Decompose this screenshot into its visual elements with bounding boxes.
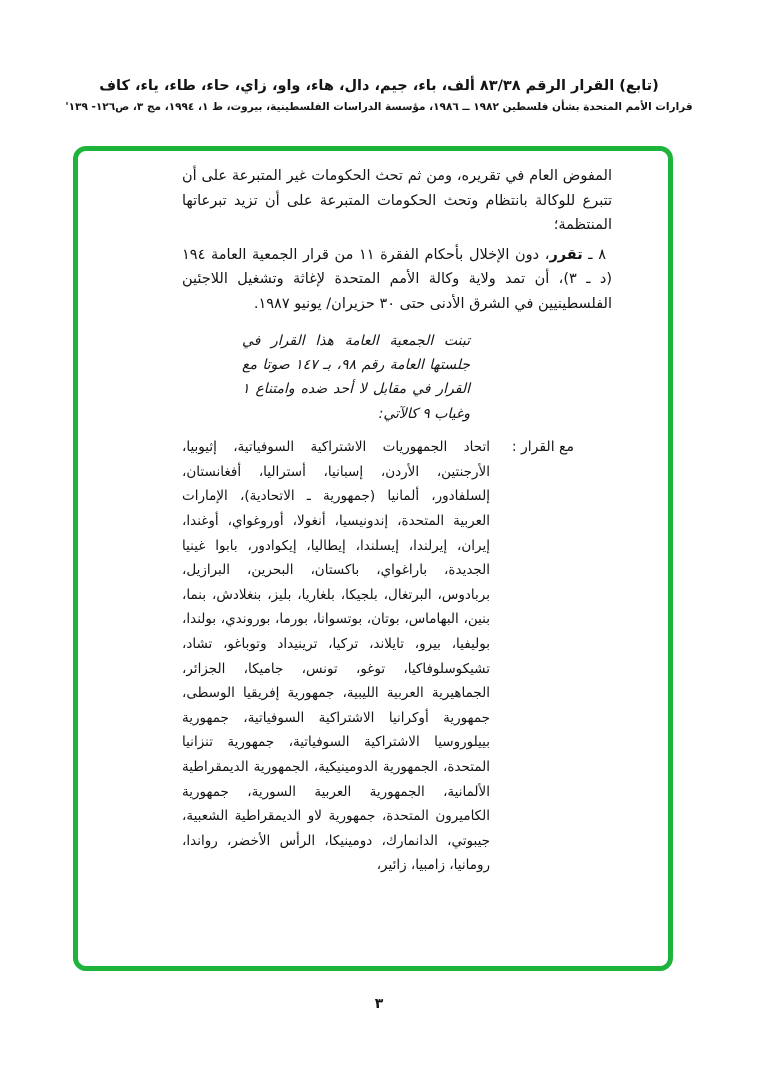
clause-8-text: ، دون الإخلال بأحكام الفقرة ١١ من قرار الجمعية العامة ١٩٤ (د ـ ٣)، أن تمد ولاية وكالة الأمم المتحدة لإغاثة وتشغيل اللاجئين الفلسطينيين في الشرق الأدنى حتى ٣٠ حزيران/ يونيو ١٩٨٧. bbox=[182, 246, 612, 312]
highlight-frame bbox=[73, 146, 673, 971]
paragraph-continuation: المفوض العام في تقريره، ومن ثم تحث الحكومات غير المتبرعة على أن تتبرع للوكالة بانتظام وتحث الحكومات المتبرعة على أن تزيد تبرعاتها المنتظمة؛ bbox=[182, 168, 612, 234]
clause-8-number: ٨ ـ bbox=[582, 246, 606, 263]
page-header bbox=[0, 76, 758, 114]
clause-8-keyword: تقرر bbox=[549, 246, 583, 263]
adoption-note: تبنت الجمعية العامة هذا القرار في جلستها العامة رقم ٩٨، بـ ١٤٧ صوتا مع القرار في مقابل لا أحد ضده وامتناع ١ وغياب ٩ كالآتي: bbox=[242, 332, 470, 422]
clause-8 bbox=[182, 243, 612, 317]
page-number: ٣ bbox=[374, 996, 384, 1012]
vote-for-countries-list: اتحاد الجمهوريات الاشتراكية السوفياتية، إثيوبيا، الأرجنتين، الأردن، إسبانيا، أستراليا، أفغانستان، إلسلفادور، ألمانيا (جمهورية ـ الاتحادية)، الإمارات العربية المتحدة، إندونيسيا، أنغولا، أوروغواي، أوغندا، إيران، إيرلندا، إيسلندا، إيطاليا، إيكوادور، بابوا غينيا الجديدة، باراغواي، باكستان، البحرين، البرازيل، بربادوس، البرتغال، بلجيكا، بلغاريا، بليز، بنغلادش، بنما، بنين، البهاماس، بوتان، بوتسوانا، بورما، بوروندي، بولندا، بوليفيا، بيرو، تايلاند، تركيا، ترينيداد وتوباغو، تشاد، تشيكوسلوفاكيا، توغو، تونس، جاميكا، الجزائر، الجماهيرية العربية الليبية، جمهورية إفريقيا الوسطى، جمهورية أوكرانيا الاشتراكية السوفياتية، جمهورية بييلوروسيا الاشتراكية السوفياتية، جمهورية تنزانيا المتحدة، الجمهورية الدومينيكية، الجمهورية الديمقراطية الألمانية، الجمهورية العربية السورية، جمهورية الكاميرون المتحدة، جمهورية لاو الديمقراطية الشعبية، جيبوتي، الدانمارك، دومينيكا، الرأس الأخضر، رواندا، رومانيا، زامبيا، زائير، bbox=[182, 439, 490, 874]
vote-for-label: مع القرار : bbox=[511, 439, 574, 456]
source-citation: قرارات الأمم المتحدة بشأن فلسطين ١٩٨٢ ــ ١٩٨٦، مؤسسة الدراسات الفلسطينية، بيروت، ط ١، ١٩٩٤، مج ٣، ص١٢٦- ١٣٩' bbox=[65, 101, 693, 113]
body-text-column bbox=[78, 151, 668, 966]
resolution-title: (تابع) القرار الرقم ٨٣/٣٨ ألف، باء، جيم، دال، هاء، واو، زاي، حاء، طاء، ياء، كاف bbox=[99, 78, 659, 94]
vote-result bbox=[182, 435, 612, 878]
